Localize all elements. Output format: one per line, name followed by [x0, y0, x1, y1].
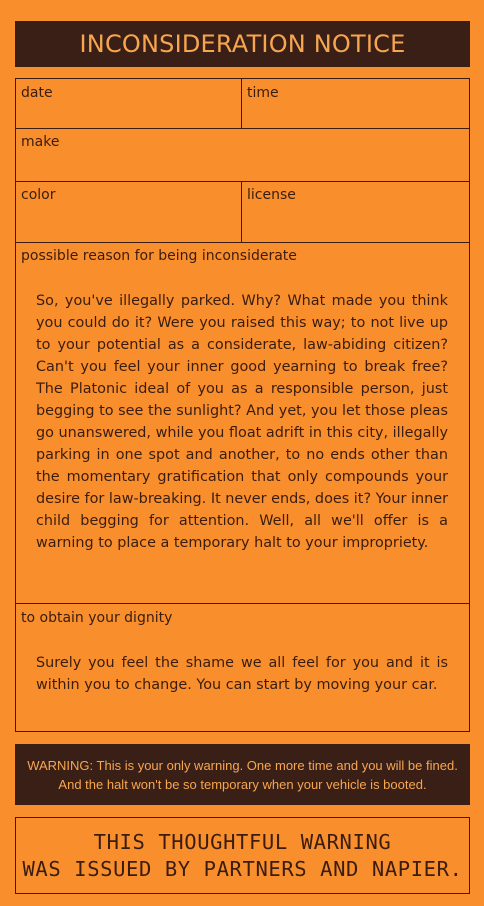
make-field-label: make [21, 134, 60, 150]
divider [16, 603, 469, 604]
dignity-text: Surely you feel the shame we all feel for you and it is within you to change. You can start by moving your car. [36, 655, 448, 693]
license-field-label: license [247, 187, 296, 203]
issuer-footer [15, 817, 470, 894]
warning-banner [15, 744, 470, 805]
notice-title: INCONSIDERATION NOTICE [15, 21, 470, 67]
color-field-label: color [21, 187, 56, 203]
dignity-label: to obtain your dignity [21, 610, 173, 626]
reason-text: So, you've illegally parked. Why? What made you think you could do it? Were you raised this way; to not live up to your potential as a considerate, law-abiding citizen? Can't you feel your inner good yearning to break free? The Platonic ideal of you as a responsible person, just begging to see the sunlight? And yet, you let those pleas go unanswered, while you float adrift in this city, illegally parking in one spot and another, to no ends other than the momentary gratification that only compounds your desire for law-breaking. It never ends, does it? Your inner child begging for attention. Well, all we'll offer is a warning to place a temporary halt to your impropriety. [36, 293, 448, 551]
divider [16, 181, 469, 182]
divider [241, 79, 242, 128]
date-field-label: date [21, 85, 53, 101]
time-field-label: time [247, 85, 279, 101]
warning-line-2: And the halt won't be so temporary when your vehicle is booted. [58, 776, 427, 792]
footer-line-2: WAS ISSUED BY PARTNERS AND NAPIER. [22, 856, 463, 881]
notice-form [15, 78, 470, 732]
divider [16, 242, 469, 243]
divider [241, 181, 242, 242]
warning-line-1: WARNING: This is your only warning. One more time and you will be fined. [27, 757, 458, 773]
footer-line-1: THIS THOUGHTFUL WARNING [93, 829, 392, 854]
divider [16, 128, 469, 129]
reason-label: possible reason for being inconsiderate [21, 248, 297, 264]
